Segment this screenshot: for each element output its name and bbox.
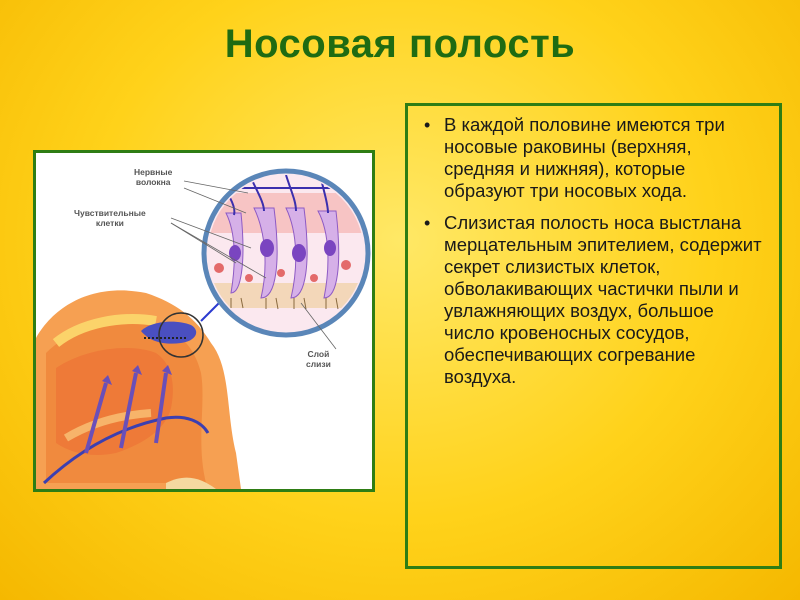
text-panel	[405, 103, 782, 569]
bullet-list	[422, 114, 765, 388]
bullet-item: • Слизистая полость носа выстлана мерцательным эпителием, содержит секрет слизистых клеток, обволакивающих частички пыли и увлажняющих воздух, большое число кровеносных сосудов, обеспечивающих согревание воздуха.	[424, 212, 762, 387]
label-mucus-layer: Слой слизи	[306, 349, 331, 369]
nasal-section	[36, 290, 241, 489]
magnified-cells-view	[204, 171, 372, 335]
anatomy-drawing	[36, 153, 372, 489]
label-nerve-fibers: Нервные волокна	[134, 167, 173, 187]
nasal-cavity-illustration	[33, 150, 375, 492]
slide-title: Носовая полость	[224, 22, 576, 66]
bullet-item: • В каждой половине имеются три носовые раковины (верхняя, средняя и нижняя), которые образуют три носовых хода.	[424, 114, 725, 201]
bullet-dot-icon: •	[424, 213, 431, 233]
bullet-dot-icon: •	[424, 115, 431, 135]
label-sensory-cells: Чувствительные клетки	[74, 208, 146, 228]
